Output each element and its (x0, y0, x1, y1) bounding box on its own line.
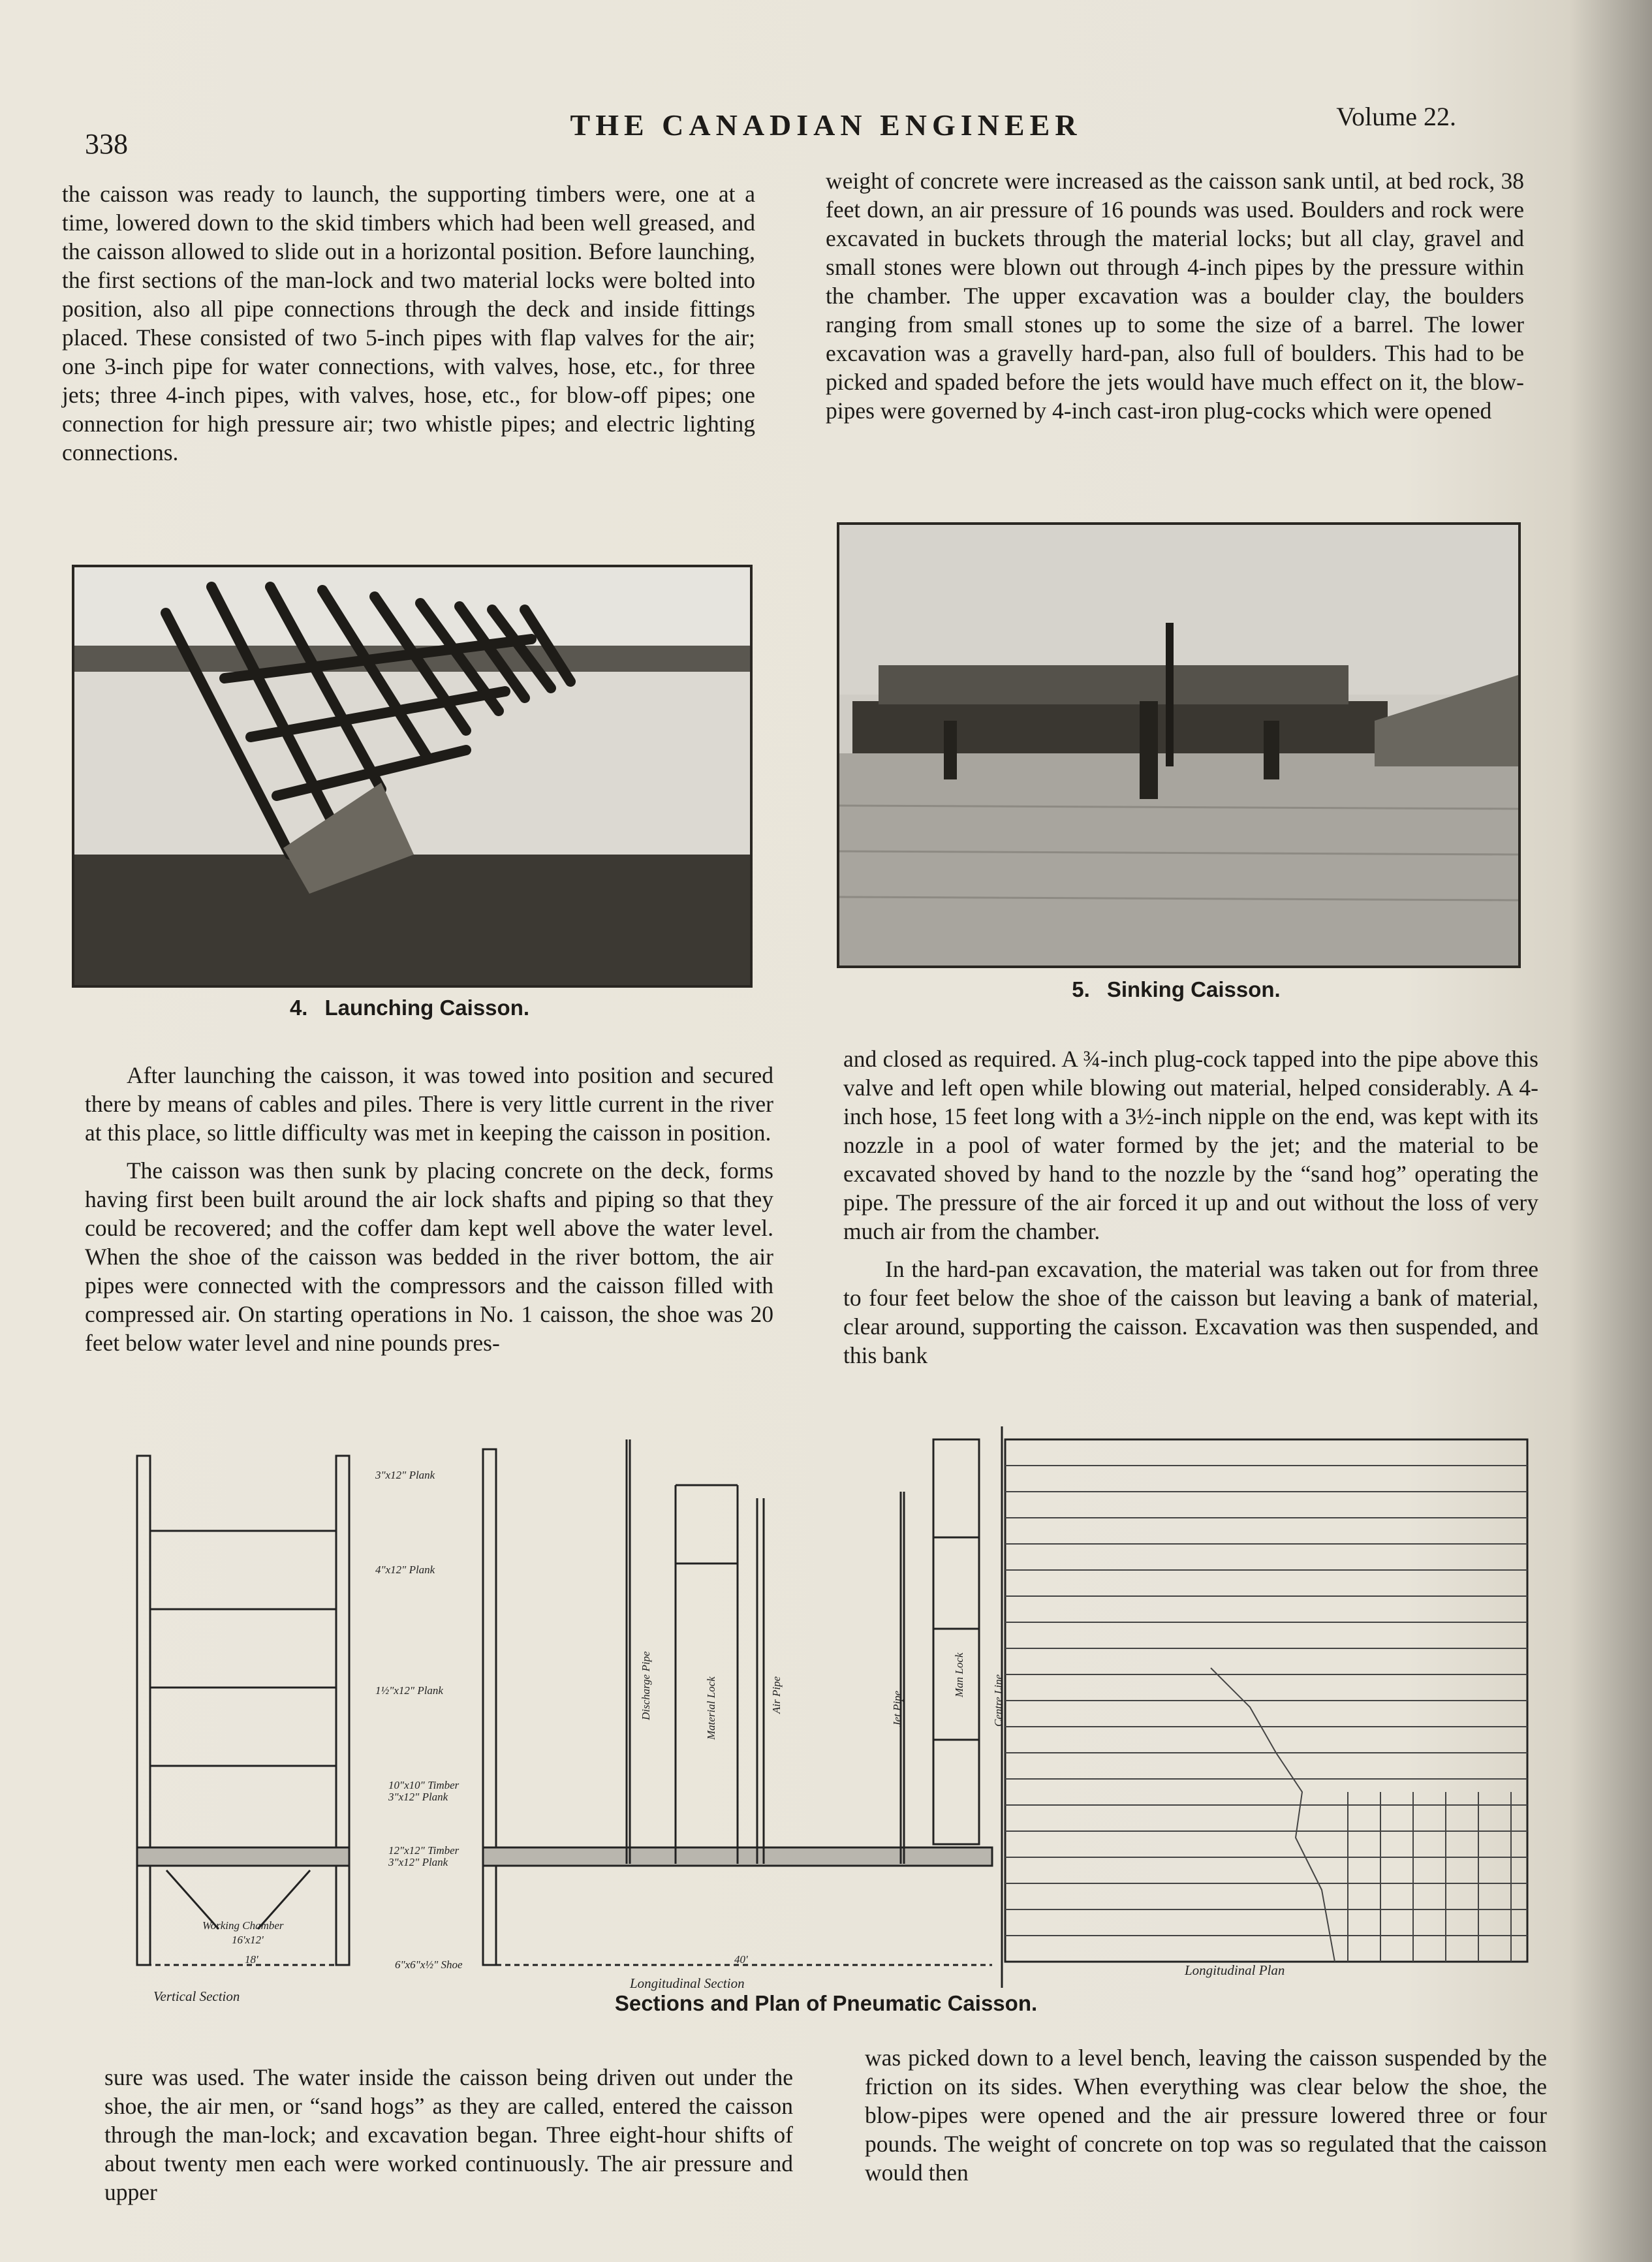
label-discharge-pipe: Discharge Pipe (640, 1651, 652, 1720)
fig4-title: Launching Caisson. (324, 996, 530, 1020)
label-material-lock: Material Lock (705, 1676, 717, 1740)
fig4-caption (72, 996, 747, 1020)
vertical-section-right-wall (336, 1456, 349, 1965)
label-plank-1-5x12: 1½"x12" Plank (375, 1684, 443, 1697)
paragraph: The caisson was then sunk by placing concrete on the deck, forms having first been built around the air lock shafts and piping so that they could be recovered; and the coffer dam kept well above the water level. When the shoe of the caisson was bedded in the river bottom, the air pipes were connected with the compressors and the caisson filled with compressed air. On starting operations in No. 1 caisson, the shoe was 20 feet below water level and nine pounds pres- (85, 1157, 773, 1356)
label-timber-12x12: 12"x12" Timber (388, 1844, 460, 1857)
page-number: 338 (85, 128, 128, 160)
label-plank-3x12b: 3"x12" Plank (388, 1791, 448, 1803)
drawing-title: Sections and Plan of Pneumatic Caisson. (614, 1991, 1038, 2015)
paragraph: In the hard-pan excavation, the material was taken out for from three to four feet below the shoe of the caisson but leaving a bank of material, clear around, supporting the caisson. Excavation was then suspended, and this bank (843, 1256, 1538, 1368)
label-chamber-dim: 16'x12' (232, 1934, 264, 1946)
label-plank-4x12: 4"x12" Plank (375, 1563, 435, 1576)
vertical-section-left-wall (137, 1456, 150, 1965)
label-man-lock: Man Lock (953, 1652, 965, 1697)
label-shoe: 6"x6"x½" Shoe (395, 1958, 463, 1971)
label-plank-3x12: 3"x12" Plank (375, 1469, 435, 1481)
middle-left-column (85, 1061, 773, 1357)
label-centre-line: Centre Line (992, 1674, 1005, 1727)
running-title: THE CANADIAN ENGINEER (570, 108, 1082, 142)
fig5-title: Sinking Caisson. (1106, 977, 1281, 1001)
fig5-caption (837, 977, 1516, 1002)
label-jet-pipe: Jet Pipe (891, 1690, 903, 1727)
bottom-right-column (865, 2043, 1547, 2187)
top-right-column (826, 166, 1524, 425)
paragraph: sure was used. The water inside the caisson being driven out under the shoe, the air men, or “sand hogs” as they are called, entered the caisson through the man-lock; and excavation began. Three eight-hour shifts of about twenty men each were worked continuously. The air pressure and upper (104, 2064, 793, 2205)
paragraph: After launching the caisson, it was towed into position and secured there by means of cables and piles. There is very little current in the river at this place, so little difficulty was met in keeping the caisson in position. (85, 1062, 773, 1146)
label-vertical-section: Vertical Section (153, 1988, 240, 2004)
top-left-column (62, 180, 755, 467)
label-working-chamber: Working Chamber (202, 1919, 284, 1932)
label-longitudinal-section: Longitudinal Section (630, 1975, 745, 1991)
fig4-number: 4. (289, 996, 308, 1020)
paragraph: the caisson was ready to launch, the supporting timbers were, one at a time, lowered down to the skid timbers which had been well greased, and the caisson allowed to slide out in a horizontal position. Before launching, the first sections of the man-lock and two material locks were bolted into position, also all pipe connections through the deck and inside fittings placed. These consisted of two 5-inch pipes with flap valves for the air; one 3-inch pipe for water connections, with valves, hose, etc., for three jets; three 4-inch pipes, with valves, hose, etc., for blow-off pipes; one connection for high pressure air; two whistle pipes; and electric lighting connections. (62, 181, 755, 465)
label-air-pipe: Air Pipe (770, 1676, 783, 1714)
bottom-left-column (104, 2063, 793, 2207)
volume-label: Volume 22. (1336, 102, 1456, 131)
fig5-number: 5. (1072, 977, 1090, 1001)
paragraph: was picked down to a level bench, leaving the caisson suspended by the friction on its sides. When everything was clear below the shoe, the blow-pipes were opened and the air pressure lowered three or four pounds. The weight of concrete on top was so regulated that the caisson would then (865, 2045, 1547, 2186)
middle-right-column (843, 1045, 1538, 1370)
paragraph: and closed as required. A ¾-inch plug-cock tapped into the pipe above this valve and left open while blowing out material, helped considerably. A 4-inch hose, 15 feet long with a 3½-inch nipple on the end, was kept with its nozzle in a pool of water formed by the jet; and the material to be excavated shoved by hand to the nozzle by the “sand hog” operating the pipe. The pressure of the air forced it up and out without the loss of very much air from the chamber. (843, 1046, 1538, 1244)
sinking-caisson-photo (837, 522, 1521, 968)
label-length-dim: 40' (734, 1953, 748, 1966)
label-plank-3x12c: 3"x12" Plank (388, 1856, 448, 1868)
launching-caisson-photo (72, 565, 753, 988)
paragraph: weight of concrete were increased as the caisson sank until, at bed rock, 38 feet down, an air pressure of 16 pounds was used. Boulders and rock were excavated in buckets through the material locks; but all clay, gravel and small stones were blown out through 4-inch pipes by the pressure within the chamber. The upper excavation was a boulder clay, the boulders ranging from small stones up to some the size of a barrel. The lower excavation was a gravelly hard-pan, also full of boulders. This had to be picked and spaded before the jets would have much effect on it, the blow-pipes were governed by 4-inch cast-iron plug-cocks which were opened (826, 168, 1524, 424)
label-width-dim: 18' (245, 1953, 258, 1966)
label-timber-10x10: 10"x10" Timber (388, 1779, 460, 1791)
label-longitudinal-plan: Longitudinal Plan (1185, 1962, 1285, 1978)
